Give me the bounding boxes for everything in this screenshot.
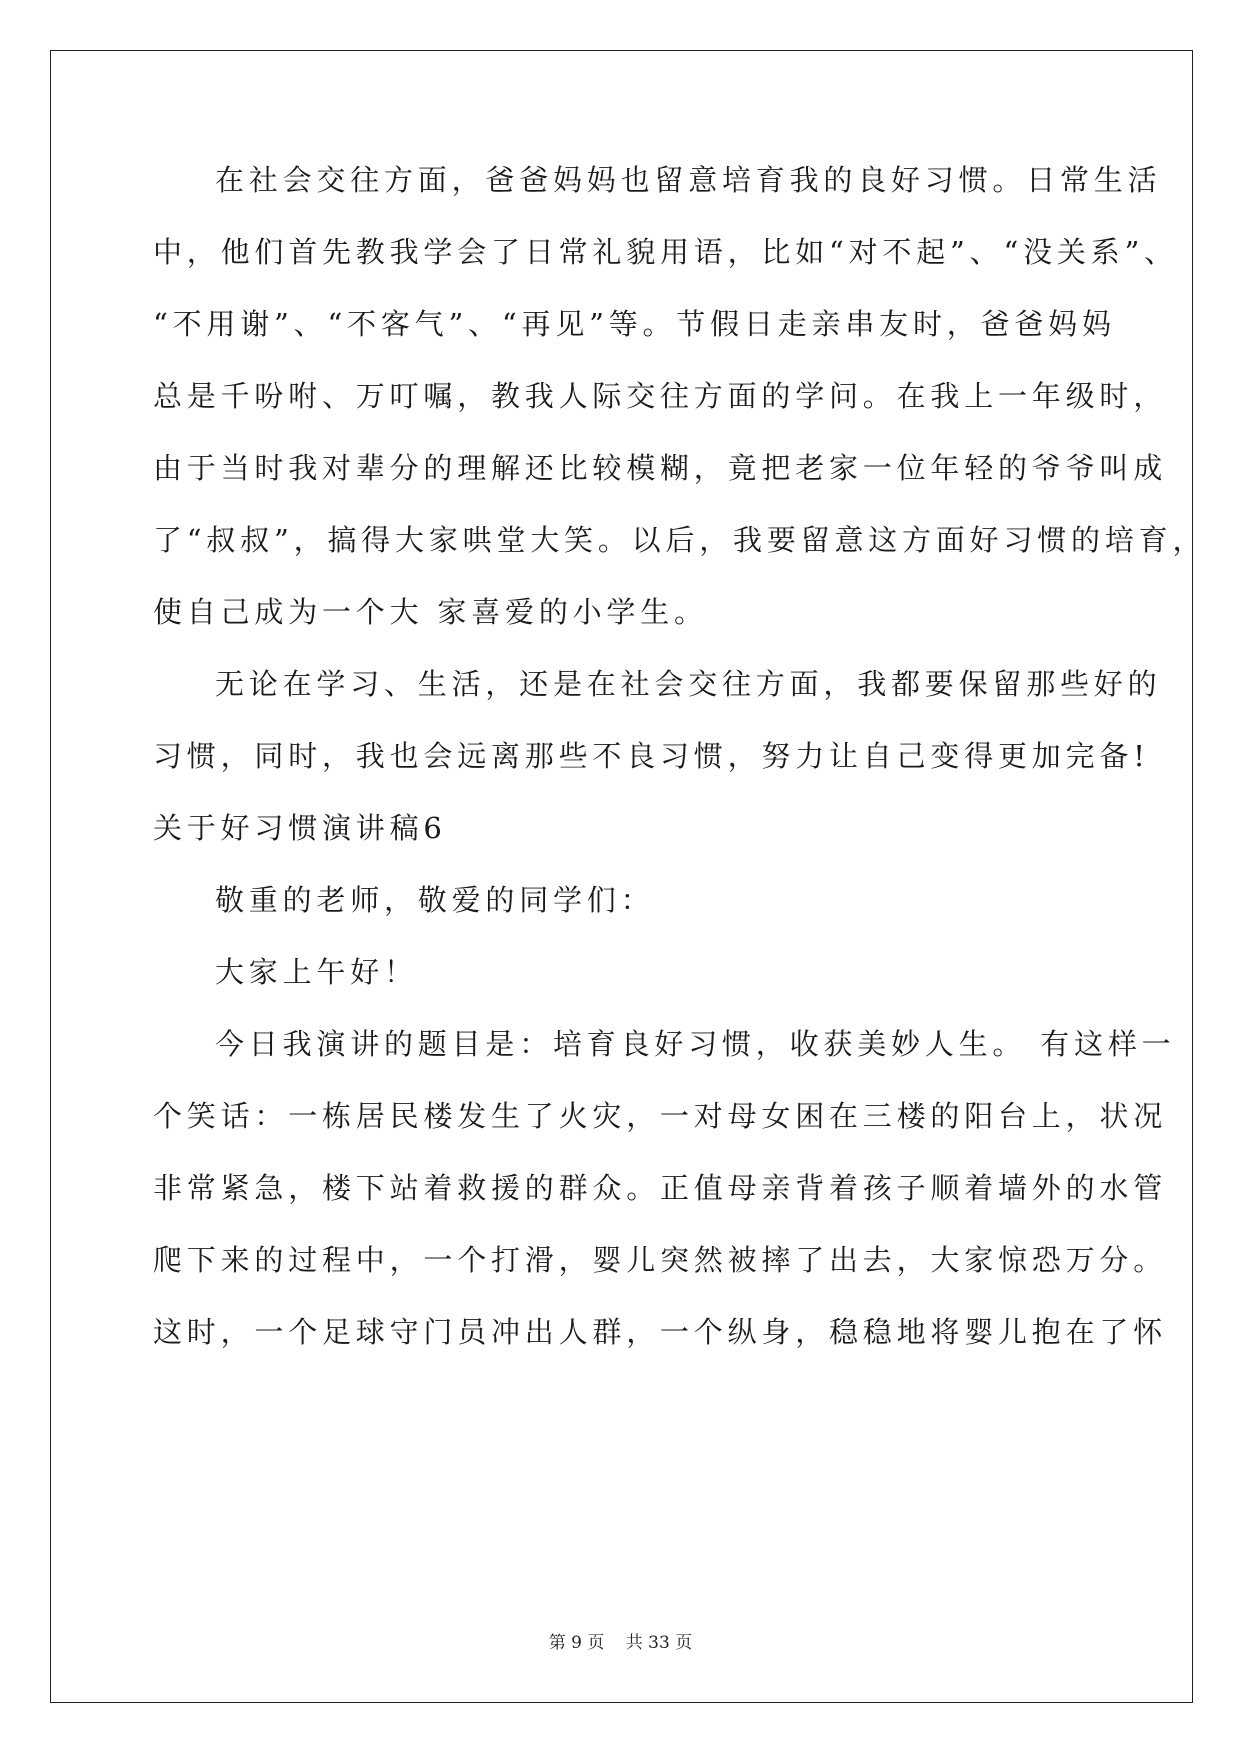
page-footer (0, 1632, 1241, 1654)
paragraph-line: “不用谢”、“不客气”、“再见”等。节假日走亲串友时，爸爸妈妈 (153, 307, 1116, 341)
paragraph-line: 由于当时我对辈分的理解还比较模糊，竟把老家一位年轻的爷爷叫成 (153, 451, 1168, 485)
paragraph-line: 使自己成为一个大 家喜爱的小学生。 (153, 595, 708, 629)
paragraph-line: 今日我演讲的题目是：培育良好习惯，收获美妙人生。 有这样一 (215, 1027, 1176, 1061)
paragraph-line: 总是千吩咐、万叮嘱，教我人际交往方面的学问。在我上一年级时， (153, 379, 1168, 413)
paragraph-line: 非常紧急，楼下站着救援的群众。正值母亲背着孩子顺着墙外的水管 (153, 1171, 1168, 1205)
paragraph-line: 习惯，同时，我也会远离那些不良习惯，努力让自己变得更加完备! (153, 739, 1150, 773)
page-total: 共 33 页 (625, 1633, 693, 1653)
paragraph-line: 在社会交往方面，爸爸妈妈也留意培育我的良好习惯。日常生活 (215, 163, 1162, 197)
page-border (50, 50, 1193, 1703)
greeting: 大家上午好！ (215, 955, 418, 989)
salutation: 敬重的老师，敬爱的同学们： (215, 883, 655, 917)
paragraph-line: 这时，一个足球守门员冲出人群，一个纵身，稳稳地将婴儿抱在了怀 (153, 1315, 1168, 1349)
section-heading: 关于好习惯演讲稿6 (153, 811, 447, 845)
paragraph-line: 无论在学习、生活，还是在社会交往方面，我都要保留那些好的 (215, 667, 1162, 701)
paragraph-line: 爬下来的过程中，一个打滑，婴儿突然被摔了出去，大家惊恐万分。 (153, 1243, 1168, 1277)
paragraph-line: 了“叔叔”，搞得大家哄堂大笑。以后，我要留意这方面好习惯的培育， (153, 523, 1207, 557)
paragraph-line: 个笑话：一栋居民楼发生了火灾，一对母女困在三楼的阳台上，状况 (153, 1099, 1168, 1133)
paragraph-line: 中，他们首先教我学会了日常礼貌用语，比如“对不起”、“没关系”、 (153, 235, 1178, 269)
page-number: 第 9 页 (548, 1633, 605, 1653)
